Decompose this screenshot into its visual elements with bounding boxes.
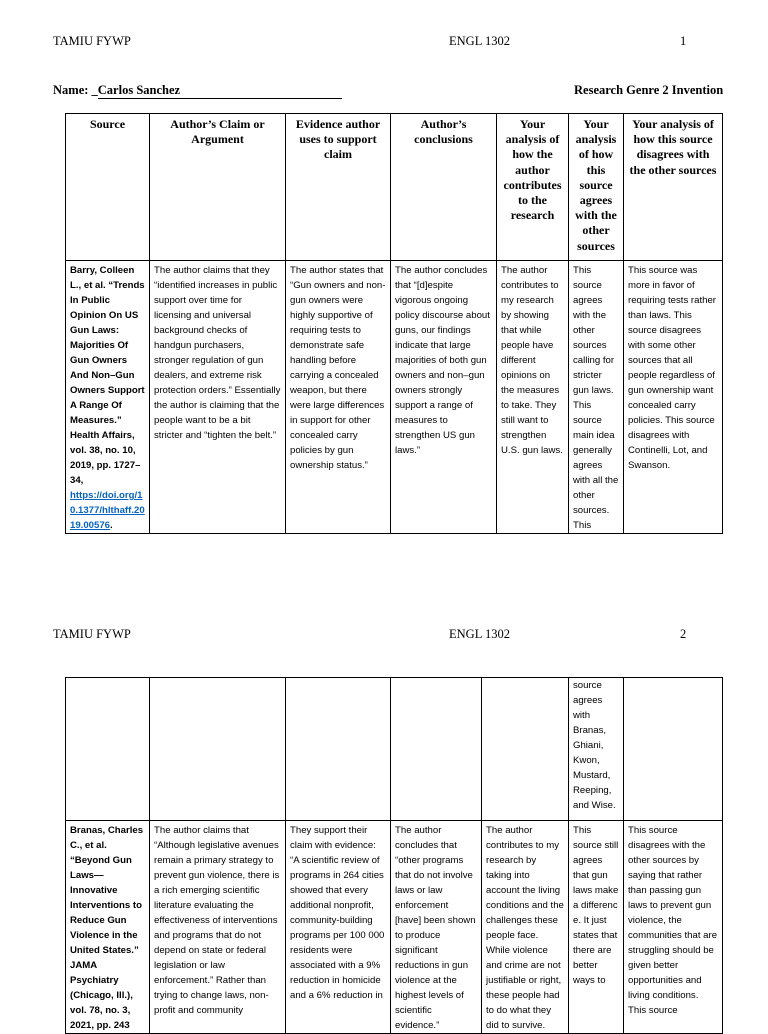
table-row bbox=[66, 261, 723, 534]
agrees-cell: This source still agrees that gun laws make a differenc e. It just states that there are better ways to bbox=[569, 821, 624, 1034]
table-row bbox=[66, 821, 723, 1034]
running-header-course: ENGL 1302 bbox=[449, 627, 510, 641]
agrees-cell: source agrees with Branas, Ghiani, Kwon, Mustard, Reeping, and Wise. bbox=[569, 678, 624, 821]
table-header-row bbox=[66, 114, 723, 261]
doi-link[interactable]: https://doi.org/10.1377/hlthaff.2019.00576 bbox=[70, 490, 145, 531]
col-header-source: Source bbox=[66, 114, 150, 261]
evidence-cell bbox=[286, 678, 391, 821]
conclusions-cell bbox=[391, 678, 482, 821]
claim-cell: The author claims that “Although legislative avenues remain a primary strategy to prevent gun violence, there is a rich emerging scientific literature evaluating the effectiveness of interventions and programs that do not depend on state or federal legislation or law enforcement.” Rather than trying to change laws, non-profit and community bbox=[150, 821, 286, 1034]
running-header-left: TAMIU FYWP bbox=[53, 34, 131, 48]
running-header-left: TAMIU FYWP bbox=[53, 627, 131, 641]
conclusions-cell: The author concludes that “other programs that do not involve laws or law enforcement [have] been shown to produce significant reductions in gun violence at the highest levels of scientific evidence.” bbox=[391, 821, 482, 1034]
contributes-cell: The author contributes to my research by taking into account the living conditions and the challenges these people face. While violence and crime are not justifiable or right, these people had to do what they did to survive. bbox=[482, 821, 569, 1034]
claim-cell bbox=[150, 678, 286, 821]
col-header-conclusions: Author’s conclusions bbox=[391, 114, 497, 261]
research-table-page1 bbox=[65, 113, 723, 534]
source-cell bbox=[66, 261, 150, 534]
col-header-contributes: Your analysis of how the author contributes to the research bbox=[497, 114, 569, 261]
agrees-cell: This source agrees with the other sources calling for stricter gun laws. This source main idea generally agrees with all the other sources. This bbox=[569, 261, 624, 534]
conclusions-cell: The author concludes that “[d]espite vigorous ongoing policy discourse about guns, our findings indicate that large majorities of both gun owners and non–gun owners strongly support a range of measures to strengthen US gun laws.” bbox=[391, 261, 497, 534]
citation-text: Barry, Colleen L., et al. “Trends In Public Opinion On US Gun Laws: Majorities Of Gun Owners And Non–Gun Owners Support A Range Of Measures.” Health Affairs, vol. 38, no. 10, 2019, pp. 1727–34, bbox=[70, 265, 145, 486]
page-number: 2 bbox=[680, 627, 687, 641]
table-row bbox=[66, 678, 723, 821]
research-table-page2 bbox=[65, 677, 723, 1034]
contributes-cell bbox=[482, 678, 569, 821]
page-number: 1 bbox=[680, 34, 687, 48]
disagrees-cell bbox=[624, 678, 723, 821]
col-header-agrees: Your analysis of how this source agrees with the other sources bbox=[569, 114, 624, 261]
col-header-disagrees: Your analysis of how this source disagrees with the other sources bbox=[624, 114, 723, 261]
evidence-cell: They support their claim with evidence: “A scientific review of programs in 264 cities showed that every additional nonprofit, community-building programs per 100 000 residents were associated with a 9% reduction in homicide and a 6% reduction in bbox=[286, 821, 391, 1034]
contributes-cell: The author contributes to my research by showing that while people have different opinions on the measures to take. They still want to strengthen U.S. gun laws. bbox=[497, 261, 569, 534]
student-name: Carlos Sanchez bbox=[98, 83, 342, 99]
student-name-line bbox=[53, 83, 342, 99]
disagrees-cell: This source was more in favor of requiring tests rather than laws. This source disagrees with some other sources that all people regardless of gun ownership want concealed carry policies. This source disagrees with Continelli, Lot, and Swanson. bbox=[624, 261, 723, 534]
name-label: Name: _ bbox=[53, 83, 98, 97]
disagrees-cell: This source disagrees with the other sources by saying that rather than passing gun laws to prevent gun violence, the communities that are struggling should be given better opportunities and living conditions. This source bbox=[624, 821, 723, 1034]
col-header-claim: Author’s Claim or Argument bbox=[150, 114, 286, 261]
col-header-evidence: Evidence author uses to support claim bbox=[286, 114, 391, 261]
citation-end: . bbox=[110, 520, 113, 531]
running-header-course: ENGL 1302 bbox=[449, 34, 510, 48]
source-cell: Branas, Charles C., et al. “Beyond Gun Laws—Innovative Interventions to Reduce Gun Violence in the United States.” JAMA Psychiatry (Chicago, Ill.), vol. 78, no. 3, 2021, pp. 243 bbox=[66, 821, 150, 1034]
claim-cell: The author claims that they “identified increases in public support over time for licensing and universal background checks of handgun purchasers, stronger regulation of gun dealers, and extreme risk protection orders.” Essentially the author is claiming that the people want to be a bit stricter and “tighten the belt.” bbox=[150, 261, 286, 534]
source-cell bbox=[66, 678, 150, 821]
assignment-title: Research Genre 2 Invention bbox=[574, 83, 724, 97]
evidence-cell: The author states that “Gun owners and non-gun owners were highly supportive of requiring tests to demonstrate safe handling before carrying a concealed weapon, but there were large differences in support for other concealed carry policies by gun ownership status.” bbox=[286, 261, 391, 534]
